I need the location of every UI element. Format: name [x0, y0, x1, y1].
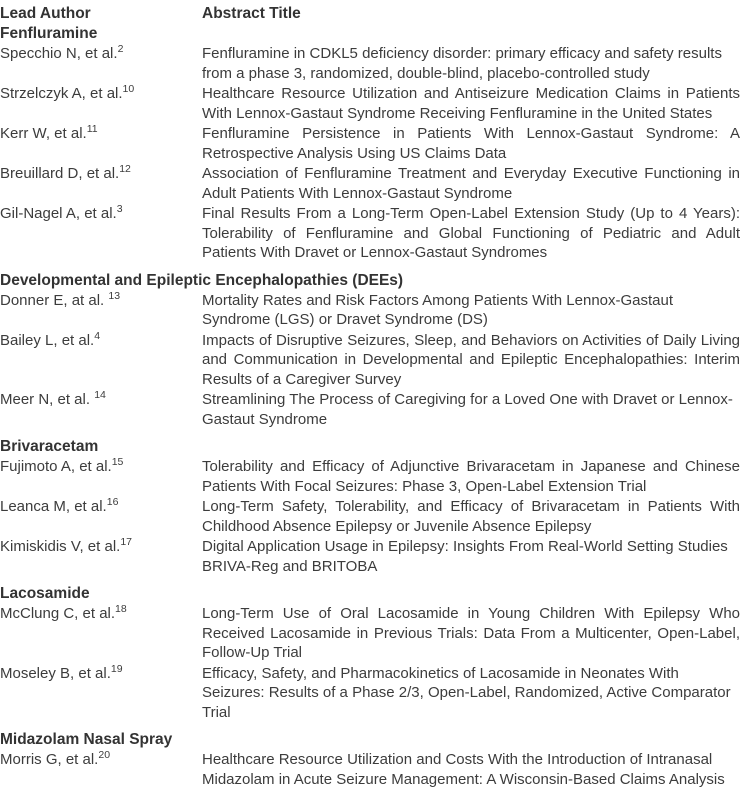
abstract-title-cell[interactable] — [196, 203, 740, 263]
lead-author-cell — [0, 203, 196, 263]
reference-superscript[interactable]: 18 — [115, 603, 127, 616]
abstract-title-cell[interactable] — [196, 43, 740, 83]
table-row[interactable] — [0, 456, 740, 496]
lead-author-cell — [0, 749, 196, 789]
section-header-label: Developmental and Epileptic Encephalopathies (DEEs) — [0, 271, 404, 289]
reference-superscript[interactable]: 13 — [108, 289, 121, 302]
lead-author-name: McClung C, et al. — [0, 605, 116, 622]
lead-author-cell — [0, 389, 196, 429]
section-header-label: Fenfluramine — [0, 25, 98, 42]
section-gap-cell — [0, 263, 740, 271]
section-gap — [0, 576, 740, 584]
table-row[interactable] — [0, 663, 740, 723]
reference-superscript[interactable]: 11 — [86, 123, 98, 136]
abstract-title-text: Fenfluramine Persistence in Patients With Lennox-Gastaut Syndrome: A Retrospective Analysis Using US Claims Data — [202, 125, 740, 162]
abstract-title-cell[interactable] — [196, 496, 740, 536]
table-row[interactable] — [0, 43, 740, 83]
lead-author-cell — [0, 43, 196, 83]
abstract-title-text: Efficacy, Safety, and Pharmacokinetics of Lacosamide in Neonates With Seizures: Results of a Phase 2/3, Open-Label, Randomized, Active Comparator Trial — [202, 664, 731, 721]
table-row[interactable] — [0, 389, 740, 429]
reference-superscript[interactable]: 16 — [106, 496, 119, 509]
abstract-title-text: Association of Fenfluramine Treatment and Everyday Executive Functioning in Adult Patients With Lennox-Gastaut Syndrome — [202, 165, 740, 202]
abstract-title-cell[interactable] — [196, 663, 740, 723]
abstract-title-text: Digital Application Usage in Epilepsy: Insights From Real-World Setting Studies BRIVA-Reg and BRITOBA — [202, 538, 728, 575]
lead-author-name: Specchio N, et al. — [0, 45, 118, 62]
lead-author-name: Strzelczyk A, et al. — [0, 85, 123, 102]
table-row[interactable] — [0, 203, 740, 263]
abstract-title-text: Long-Term Safety, Tolerability, and Efficacy of Brivaracetam in Patients With Childhood Absence Epilepsy or Juvenile Absence Epilepsy — [202, 498, 740, 535]
lead-author-cell — [0, 290, 196, 330]
lead-author-name: Breuillard D, et al. — [0, 165, 120, 182]
abstract-title-cell[interactable] — [196, 749, 740, 789]
section-gap — [0, 263, 740, 271]
lead-author-cell — [0, 496, 196, 536]
column-header-abstract-title: Abstract Title — [202, 5, 301, 22]
lead-author-name: Bailey L, et al. — [0, 331, 95, 349]
lead-author-name: Fujimoto A, et al. — [0, 458, 112, 475]
abstract-title-text: Mortality Rates and Risk Factors Among Patients With Lennox-Gastaut Syndrome (LGS) or Dravet Syndrome (DS) — [202, 291, 674, 328]
abstract-title-text: Impacts of Disruptive Seizures, Sleep, and Behaviors on Activities of Daily Living and Communication in Developmental and Epileptic Encephalopathies: Interim Results of a Caregiver Survey — [202, 331, 740, 388]
abstract-title-cell[interactable] — [196, 389, 740, 429]
lead-author-cell — [0, 663, 196, 723]
abstract-title-cell[interactable] — [196, 83, 740, 123]
lead-author-cell — [0, 456, 196, 496]
table-row[interactable] — [0, 290, 740, 330]
abstract-title-text: Healthcare Resource Utilization and Antiseizure Medication Claims in Patients With Lennox-Gastaut Syndrome Receiving Fenfluramine in the United States — [202, 85, 740, 122]
section-header-row — [0, 24, 740, 43]
abstract-title-text: Healthcare Resource Utilization and Costs With the Introduction of Intranasal Midazolam in Acute Seizure Management: A Wisconsin-Based Claims Analysis — [202, 751, 725, 788]
section-header-row — [0, 437, 740, 456]
section-gap-cell — [0, 429, 740, 437]
section-header-row — [0, 271, 740, 290]
table-row[interactable] — [0, 163, 740, 203]
abstract-title-cell[interactable] — [196, 456, 740, 496]
reference-superscript[interactable]: 2 — [117, 43, 124, 56]
reference-superscript[interactable]: 15 — [111, 456, 124, 469]
reference-superscript[interactable]: 19 — [110, 662, 123, 675]
abstract-title-text: Fenfluramine in CDKL5 deficiency disorder: primary efficacy and safety results from a phase 3, randomized, double-blind, placebo-controlled study — [202, 45, 722, 82]
table-header — [0, 0, 740, 24]
lead-author-name: Kerr W, et al. — [0, 125, 87, 142]
reference-superscript[interactable]: 20 — [98, 749, 111, 762]
table-row[interactable] — [0, 536, 740, 576]
table-row[interactable] — [0, 496, 740, 536]
lead-author-cell — [0, 536, 196, 576]
lead-author-cell — [0, 330, 196, 390]
column-header-lead-author: Lead Author — [0, 5, 91, 22]
section-gap-cell — [0, 576, 740, 584]
lead-author-cell — [0, 603, 196, 663]
table-header-row — [0, 0, 740, 24]
reference-superscript[interactable]: 17 — [120, 536, 133, 549]
reference-superscript[interactable]: 12 — [119, 163, 131, 176]
section-gap-cell — [0, 722, 740, 730]
abstract-title-text: Final Results From a Long-Term Open-Label Extension Study (Up to 4 Years): Tolerability of Fenfluramine and Global Functioning of Pediatric and Adult Patients With Dravet or Lennox-Gastaut Syndromes — [202, 205, 740, 261]
abstract-title-cell[interactable] — [196, 603, 740, 663]
section-header-row — [0, 730, 740, 749]
section-header-label: Lacosamide — [0, 585, 90, 602]
reference-superscript[interactable]: 4 — [94, 329, 101, 342]
table-row[interactable] — [0, 749, 740, 789]
lead-author-name: Leanca M, et al. — [0, 498, 107, 515]
lead-author-name: Kimiskidis V, et al. — [0, 538, 121, 555]
abstract-title-cell[interactable] — [196, 536, 740, 576]
lead-author-cell — [0, 123, 196, 163]
reference-superscript[interactable]: 14 — [94, 389, 106, 402]
lead-author-name: Morris G, et al. — [0, 751, 99, 768]
abstract-title-text: Tolerability and Efficacy of Adjunctive Brivaracetam in Japanese and Chinese Patients With Focal Seizures: Phase 3, Open-Label Extension Trial — [202, 458, 740, 495]
section-header-label: Midazolam Nasal Spray — [0, 731, 173, 748]
table-row[interactable] — [0, 123, 740, 163]
lead-author-cell — [0, 83, 196, 123]
lead-author-name: Gil-Nagel A, et al. — [0, 205, 117, 222]
abstract-title-cell[interactable] — [196, 123, 740, 163]
abstract-title-text: Streamlining The Process of Caregiving for a Loved One with Dravet or Lennox-Gastaut Syndrome — [202, 391, 733, 428]
section-header-row — [0, 584, 740, 603]
abstract-title-cell[interactable] — [196, 330, 740, 390]
abstract-title-cell[interactable] — [196, 290, 740, 330]
lead-author-name: Moseley B, et al. — [0, 664, 111, 682]
table-body — [0, 24, 740, 789]
lead-author-cell — [0, 163, 196, 203]
reference-superscript[interactable]: 10 — [122, 83, 135, 96]
abstract-title-cell[interactable] — [196, 163, 740, 203]
table-row[interactable] — [0, 603, 740, 663]
table-row[interactable] — [0, 83, 740, 123]
section-gap — [0, 429, 740, 437]
section-header-label: Brivaracetam — [0, 438, 99, 455]
abstract-title-text: Long-Term Use of Oral Lacosamide in Young Children With Epilepsy Who Received Lacosamide in Previous Trials: Data From a Multicenter, Open-Label, Follow-Up Trial — [202, 605, 740, 661]
table-row[interactable] — [0, 330, 740, 390]
reference-superscript[interactable]: 3 — [116, 203, 123, 216]
lead-author-name: Donner E, at al. — [0, 291, 109, 309]
section-gap — [0, 722, 740, 730]
lead-author-name: Meer N, et al. — [0, 391, 95, 408]
